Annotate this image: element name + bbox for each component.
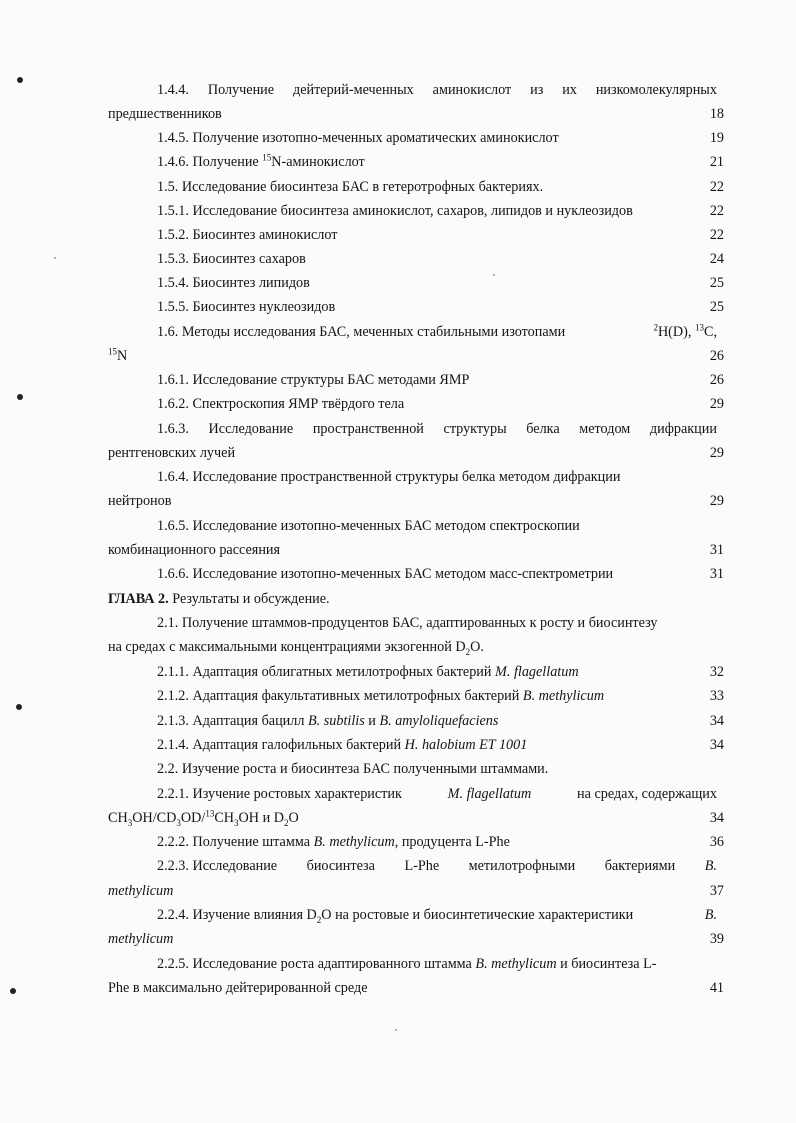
toc-entry-2-1-1: 2.1.1. Адаптация облигатных метилотрофных бактерий M. flagellatum <box>157 664 579 680</box>
toc-entry-1-6-4-line1: 1.6.4. Исследование пространственной структуры белка методом дифракции <box>157 469 621 485</box>
page-number: 34 <box>709 810 724 826</box>
page-number: 29 <box>709 396 724 412</box>
speck <box>493 274 495 276</box>
toc-entry-1-5-5: 1.5.5. Биосинтез нуклеозидов <box>157 299 336 315</box>
toc-entry-2-2-3-line2: methylicum <box>108 883 174 899</box>
punch-hole-mark <box>17 77 23 83</box>
page-number: 32 <box>709 664 724 680</box>
page-number: 21 <box>709 154 724 170</box>
page-number: 22 <box>709 179 724 195</box>
toc-entry-1-5-2: 1.5.2. Биосинтез аминокислот <box>157 227 338 243</box>
page-number: 33 <box>709 688 724 704</box>
page-number: 25 <box>709 275 724 291</box>
toc-entry-2-2: 2.2. Изучение роста и биосинтеза БАС полученными штаммами. <box>157 761 549 777</box>
toc-entry-1-5-1: 1.5.1. Исследование биосинтеза аминокислот, сахаров, липидов и нуклеозидов <box>157 203 633 219</box>
toc-entry-1-4-4-line1: 1.4.4. Получение дейтерий-меченных аминокислот из их низкомолекулярных <box>157 82 717 98</box>
toc-entry-2-1-3: 2.1.3. Адаптация бацилл B. subtilis и B. amyloliquefaciens <box>157 713 499 729</box>
page-number: 22 <box>709 227 724 243</box>
page-number: 31 <box>709 542 724 558</box>
toc-entry-1-4-5: 1.4.5. Получение изотопно-меченных ароматических аминокислот <box>157 130 559 146</box>
toc-entry-2-2-5-line2: Phe в максимально дейтерированной среде <box>108 980 368 996</box>
toc-entry-2-1-line2: на средах с максимальными концентрациями экзогенной $D_2O$. <box>108 639 484 657</box>
toc-entry-1-4-6: 1.4.6. Получение $^{15}$N-аминокислот <box>157 152 365 170</box>
page-number: 36 <box>709 834 724 850</box>
page-number: 22 <box>709 203 724 219</box>
speck <box>54 257 56 259</box>
page-number: 24 <box>709 251 724 267</box>
page-number: 31 <box>709 566 724 582</box>
page-number: 26 <box>709 372 724 388</box>
page-number: 29 <box>709 493 724 509</box>
page-number: 34 <box>709 737 724 753</box>
toc-entry-2-2-3-line1: 2.2.3. Исследование биосинтеза L-Phe метилотрофными бактериями B. <box>157 858 717 874</box>
toc-entry-1-6-line1: 1.6. Методы исследования БАС, меченных стабильными изотопами $^2$H(D), $^{13}$C, <box>157 322 717 340</box>
chapter-2-heading: ГЛАВА 2. Результаты и обсуждение. <box>108 591 330 607</box>
page-number: 39 <box>709 931 724 947</box>
page-number: 18 <box>709 106 724 122</box>
toc-entry-1-5-3: 1.5.3. Биосинтез сахаров <box>157 251 306 267</box>
toc-entry-2-2-1-line2: $CH_3OH/CD_3OD/^{13}CH_3OH$ и $D_2O$ <box>108 808 299 828</box>
toc-entry-2-2-4-line1: 2.2.4. Изучение влияния $D_2O$ на ростовые и биосинтетические характеристики B. <box>157 907 717 925</box>
page-number: 26 <box>709 348 724 364</box>
toc-entry-2-2-1-line1: 2.2.1. Изучение ростовых характеристик M. flagellatum на средах, содержащих <box>157 786 717 802</box>
toc-entry-2-1-2: 2.1.2. Адаптация факультативных метилотрофных бактерий B. methylicum <box>157 688 605 704</box>
toc-entry-1-6-5-line2: комбинационного рассеяния <box>108 542 281 558</box>
page-number: 41 <box>709 980 724 996</box>
toc-entry-2-1-line1: 2.1. Получение штаммов-продуцентов БАС, адаптированных к росту и биосинтезу <box>157 615 658 631</box>
page-number: 34 <box>709 713 724 729</box>
speck <box>395 1029 397 1031</box>
toc-entry-1-6-2: 1.6.2. Спектроскопия ЯМР твёрдого тела <box>157 396 405 412</box>
toc-entry-2-2-2: 2.2.2. Получение штамма B. methylicum, продуцента L-Phe <box>157 834 510 850</box>
toc-entry-1-6-5-line1: 1.6.5. Исследование изотопно-меченных БАС методом спектроскопии <box>157 518 580 534</box>
toc-entry-1-6-6: 1.6.6. Исследование изотопно-меченных БАС методом масс-спектрометрии <box>157 566 614 582</box>
toc-entry-1-6-3-line2: рентгеновских лучей <box>108 445 236 461</box>
punch-hole-mark <box>17 394 23 400</box>
toc-entry-1-5-4: 1.5.4. Биосинтез липидов <box>157 275 310 291</box>
punch-hole-mark <box>16 704 22 710</box>
page-number: 37 <box>709 883 724 899</box>
page-number: 25 <box>709 299 724 315</box>
toc-entry-2-1-4: 2.1.4. Адаптация галофильных бактерий H. halobium ET 1001 <box>157 737 528 753</box>
toc-entry-1-6-4-line2: нейтронов <box>108 493 172 509</box>
toc-entry-2-2-5-line1: 2.2.5. Исследование роста адаптированного штамма B. methylicum и биосинтеза L- <box>157 956 657 972</box>
toc-entry-2-2-4-line2: methylicum <box>108 931 174 947</box>
punch-hole-mark <box>10 988 16 994</box>
toc-entry-1-6-line2: $^{15}$N <box>108 346 128 364</box>
toc-entry-1-6-3-line1: 1.6.3. Исследование пространственной структуры белка методом дифракции <box>157 421 717 437</box>
page-number: 29 <box>709 445 724 461</box>
toc-entry-1-5: 1.5. Исследование биосинтеза БАС в гетеротрофных бактериях. <box>157 179 544 195</box>
toc-entry-1-6-1: 1.6.1. Исследование структуры БАС методами ЯМР <box>157 372 470 388</box>
page-number: 19 <box>709 130 724 146</box>
toc-entry-1-4-4-line2: предшественников <box>108 106 222 122</box>
